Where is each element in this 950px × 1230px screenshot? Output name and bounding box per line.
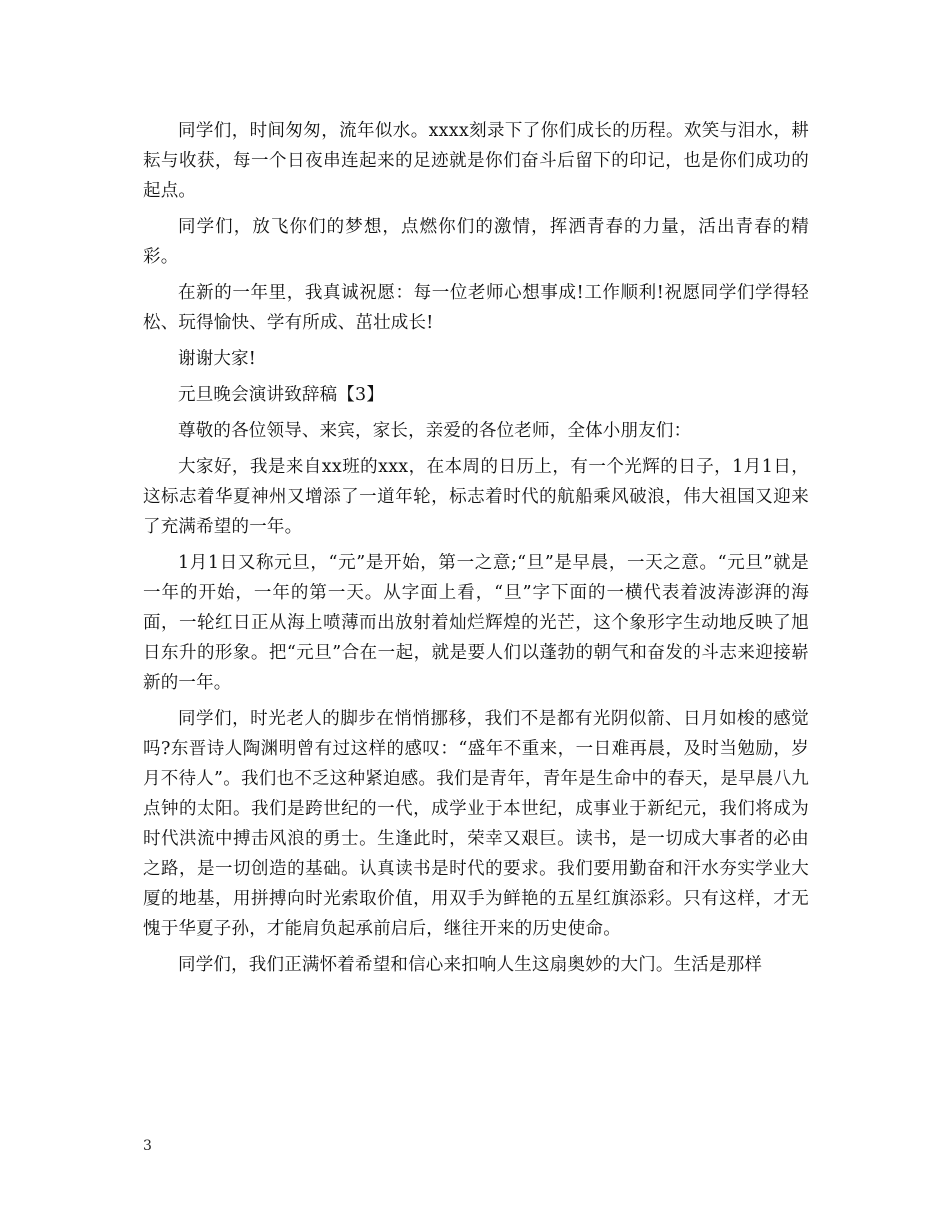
salutation: 尊敬的各位领导、来宾，家长，亲爱的各位老师，全体小朋友们： — [178, 421, 692, 441]
paragraph-7: 大家好，我是来自xx班的xxx，在本周的日历上，有一个光辉的日子，1月1日，这标志着华夏神州又增添了一道年轮，标志着时代的航船乘风破浪，伟大祖国又迎来了充满希望的一年。 — [143, 457, 809, 537]
closing-thanks: 谢谢大家! — [178, 349, 257, 369]
paragraph-1: 同学们，时间匆匆，流年似水。xxxx刻录下了你们成长的历程。欢笑与泪水，耕耘与收获，每一个日夜串连起来的足迹就是你们奋斗后留下的印记，也是你们成功的起点。 — [143, 121, 809, 201]
paragraph-8: 1月1日又称元旦，“元”是开始，第一之意;“旦”是早晨，一天之意。“元旦”就是一年的开始，一年的第一天。从字面上看，“旦”字下面的一横代表着波涛澎湃的海面，一轮红日正从海上喷薄而出放射着灿烂辉煌的光芒，这个象形字生动地反映了旭日东升的形象。把“元旦”合在一起，就是要人们以蓬勃的朝气和奋发的斗志来迎接崭新的一年。 — [143, 553, 809, 693]
paragraph-2: 同学们，放飞你们的梦想，点燃你们的激情，挥洒青春的力量，活出青春的精彩。 — [143, 217, 809, 267]
document-body — [143, 116, 809, 986]
paragraph-9: 同学们，时光老人的脚步在悄悄挪移，我们不是都有光阴似箭、日月如梭的感觉吗?东晋诗人陶渊明曾有过这样的感叹：“盛年不重来，一日难再晨，及时当勉励，岁月不待人”。我们也不乏这种紧迫感。我们是青年，青年是生命中的春天，是早晨八九点钟的太阳。我们是跨世纪的一代，成学业于本世纪，成事业于新纪元，我们将成为时代洪流中搏击风浪的勇士。生逢此时，荣幸又艰巨。读书，是一切成大事者的必由之路，是一切创造的基础。认真读书是时代的要求。我们要用勤奋和汗水夯实学业大厦的地基，用拼搏向时光索取价值，用双手为鲜艳的五星红旗添彩。只有这样，才无愧于华夏子孙，才能肩负起承前启后，继往开来的历史使命。 — [143, 709, 809, 939]
paragraph-10: 同学们，我们正满怀着希望和信心来扣响人生这扇奥妙的大门。生活是那样 — [178, 955, 763, 975]
section-heading: 元旦晚会演讲致辞稿【3】 — [178, 385, 385, 405]
page-number: 3 — [143, 1138, 152, 1154]
paragraph-3: 在新的一年里，我真诚祝愿：每一位老师心想事成!工作顺利!祝愿同学们学得轻松、玩得愉快、学有所成、茁壮成长! — [143, 283, 809, 333]
